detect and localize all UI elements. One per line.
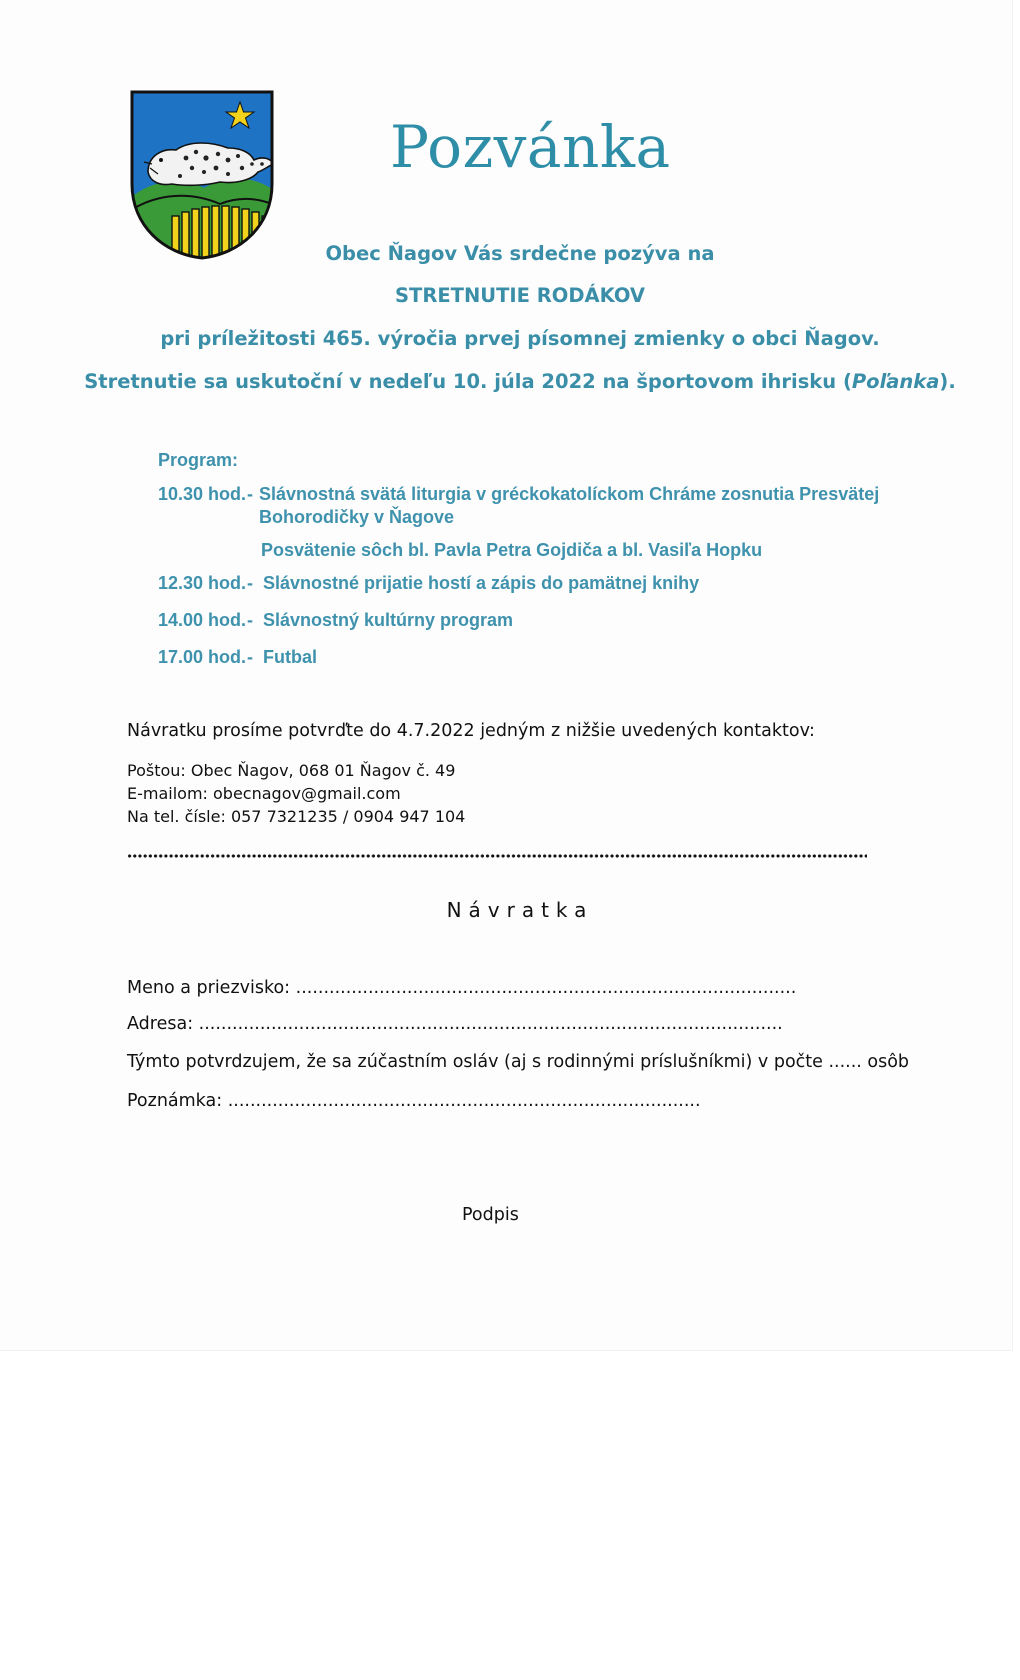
program-text: Bohorodičky v Ňagove <box>259 507 455 527</box>
contact-phone: Na tel. čísle: 057 7321235 / 0904 947 104 <box>127 807 466 826</box>
page-title: Pozvánka <box>390 113 671 181</box>
intro-invitation: Obec Ňagov Vás srdečne pozýva na <box>325 242 715 265</box>
program-separator: - <box>247 484 253 504</box>
program-text: Slávnostná svätá liturgia v gréckokatolíckom Chráme zosnutia Presvätej <box>259 484 880 504</box>
reply-request: Návratku prosíme potvrďte do 4.7.2022 jedným z nižšie uvedených kontaktov: <box>127 721 815 741</box>
program-text: Futbal <box>263 647 317 667</box>
event-date-end: ). <box>939 370 956 393</box>
cut-line <box>127 853 867 859</box>
address-field[interactable]: Adresa: ......................................................................................................... <box>127 1014 783 1034</box>
program-separator: - <box>247 610 253 630</box>
village-coat-of-arms-icon <box>128 88 276 260</box>
event-name: STRETNUTIE RODÁKOV <box>394 284 646 307</box>
program-text: Slávnostný kultúrny program <box>263 610 514 630</box>
contact-email: E-mailom: obecnagov@gmail.com <box>127 784 401 803</box>
note-field[interactable]: Poznámka: ..................................................................................... <box>127 1091 701 1111</box>
program-text-extra: Posvätenie sôch bl. Pavla Petra Gojdiča a bl. Vasiľa Hopku <box>261 540 763 560</box>
program-time: 17.00 hod. <box>158 647 247 667</box>
reply-form-heading: Návratka <box>446 898 594 922</box>
event-date-line <box>0 370 1020 393</box>
program-label: Program: <box>158 450 239 470</box>
attendance-confirmation[interactable]: Týmto potvrdzujem, že sa zúčastním osláv (aj s rodinnými príslušníkmi) v počte ...... osôb <box>127 1052 910 1072</box>
program-time: 12.30 hod. <box>158 573 247 593</box>
name-field[interactable]: Meno a priezvisko: .......................................................................................... <box>127 978 797 998</box>
program-text: Slávnostné prijatie hostí a zápis do pamätnej knihy <box>263 573 700 593</box>
event-place: Poľanka <box>851 370 940 393</box>
signature-label: Podpis <box>462 1205 519 1225</box>
program-separator: - <box>247 647 253 667</box>
anniversary-line: pri príležitosti 465. výročia prvej písomnej zmienky o obci Ňagov. <box>160 327 880 350</box>
program-time: 14.00 hod. <box>158 610 247 630</box>
program-separator: - <box>247 573 253 593</box>
program-time: 10.30 hod. <box>158 484 247 504</box>
event-date-text: Stretnutie sa uskutoční v nedeľu 10. júla 2022 na športovom ihrisku ( <box>84 370 852 393</box>
contact-post: Poštou: Obec Ňagov, 068 01 Ňagov č. 49 <box>127 761 456 780</box>
